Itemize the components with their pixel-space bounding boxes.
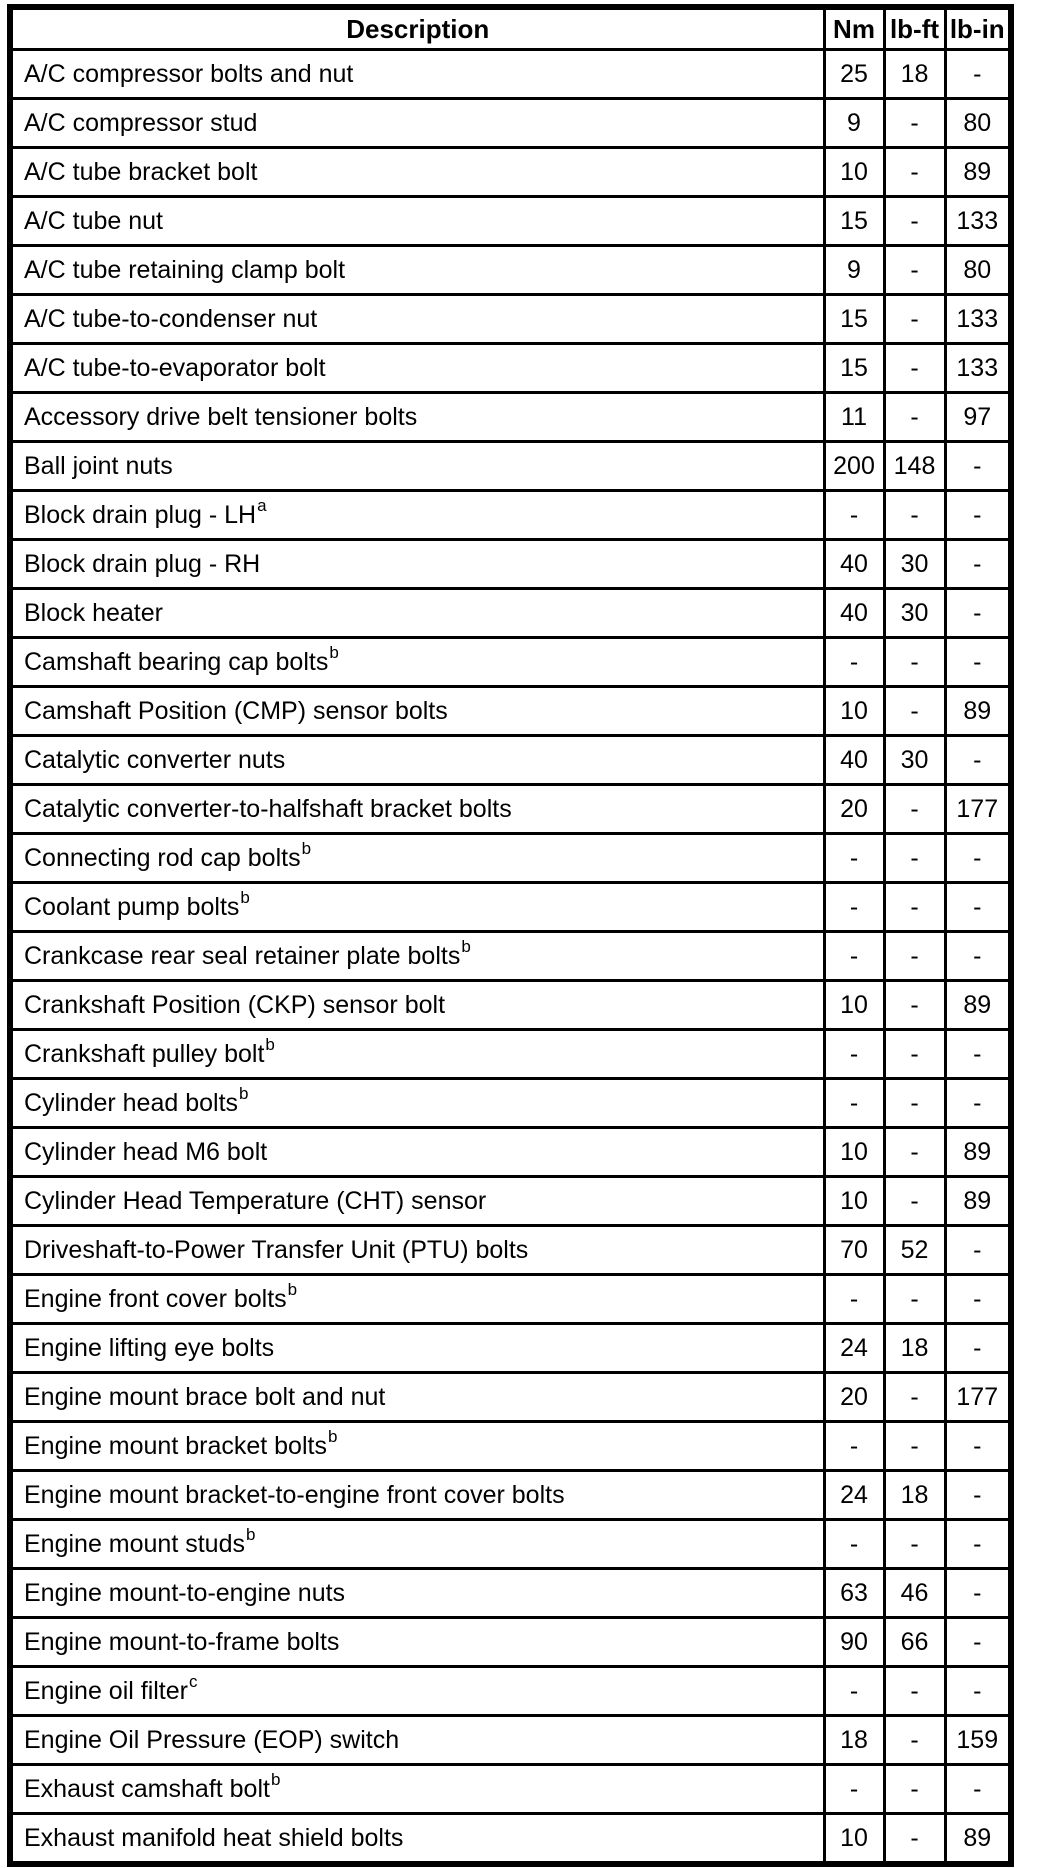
- lb-in-cell: -: [945, 1079, 1011, 1128]
- header-nm: Nm: [824, 7, 884, 50]
- lb-ft-cell: -: [884, 1520, 945, 1569]
- lb-in-cell: 133: [945, 344, 1011, 393]
- lb-in-cell: -: [945, 1275, 1011, 1324]
- table-row: [10, 883, 1011, 932]
- table-row: [10, 197, 1011, 246]
- description-text: Exhaust manifold heat shield bolts: [24, 1823, 404, 1852]
- description-text: Exhaust camshaft bolt: [24, 1774, 270, 1803]
- description-cell: [10, 393, 824, 442]
- lb-ft-cell: -: [884, 1079, 945, 1128]
- header-row: [10, 7, 1011, 50]
- table-row: [10, 1569, 1011, 1618]
- description-text: Ball joint nuts: [24, 451, 173, 480]
- lb-ft-cell: -: [884, 687, 945, 736]
- nm-cell: 9: [824, 246, 884, 295]
- lb-ft-cell: -: [884, 197, 945, 246]
- lb-in-cell: -: [945, 1324, 1011, 1373]
- description-text: Cylinder head M6 bolt: [24, 1137, 268, 1166]
- lb-in-cell: -: [945, 491, 1011, 540]
- description-text: Coolant pump bolts: [24, 892, 240, 921]
- lb-in-cell: -: [945, 540, 1011, 589]
- torque-specifications-table: [7, 4, 1014, 1867]
- lb-in-cell: -: [945, 883, 1011, 932]
- description-cell: [10, 687, 824, 736]
- description-cell: [10, 491, 824, 540]
- nm-cell: -: [824, 491, 884, 540]
- header-description: Description: [10, 7, 824, 50]
- lb-ft-cell: -: [884, 1128, 945, 1177]
- description-cell: [10, 638, 824, 687]
- description-text: A/C tube retaining clamp bolt: [24, 255, 346, 284]
- lb-in-cell: 89: [945, 148, 1011, 197]
- table-row: [10, 540, 1011, 589]
- description-text: Engine mount brace bolt and nut: [24, 1382, 386, 1411]
- lb-ft-cell: -: [884, 1667, 945, 1716]
- nm-cell: -: [824, 883, 884, 932]
- nm-cell: 40: [824, 736, 884, 785]
- nm-cell: 24: [824, 1471, 884, 1520]
- description-cell: [10, 1373, 824, 1422]
- description-cell: [10, 1128, 824, 1177]
- description-text: Block heater: [24, 598, 163, 627]
- lb-ft-cell: 18: [884, 50, 945, 99]
- footnote-marker: b: [327, 1427, 338, 1447]
- table-body: [10, 50, 1011, 1865]
- lb-ft-cell: 18: [884, 1471, 945, 1520]
- description-cell: [10, 50, 824, 99]
- footnote-marker: b: [287, 1280, 298, 1300]
- table-row: [10, 246, 1011, 295]
- nm-cell: 15: [824, 344, 884, 393]
- description-cell: [10, 785, 824, 834]
- description-cell: [10, 1079, 824, 1128]
- description-text: Engine mount-to-frame bolts: [24, 1627, 340, 1656]
- description-text: Camshaft Position (CMP) sensor bolts: [24, 696, 448, 725]
- lb-in-cell: 89: [945, 687, 1011, 736]
- nm-cell: -: [824, 638, 884, 687]
- table-row: [10, 589, 1011, 638]
- lb-ft-cell: 30: [884, 540, 945, 589]
- lb-ft-cell: -: [884, 1373, 945, 1422]
- description-text: Engine Oil Pressure (EOP) switch: [24, 1725, 400, 1754]
- description-text: Engine lifting eye bolts: [24, 1333, 275, 1362]
- nm-cell: 40: [824, 589, 884, 638]
- description-text: A/C compressor bolts and nut: [24, 59, 354, 88]
- description-text: Connecting rod cap bolts: [24, 843, 301, 872]
- lb-ft-cell: -: [884, 344, 945, 393]
- lb-in-cell: 97: [945, 393, 1011, 442]
- footnote-marker: c: [188, 1672, 198, 1692]
- footnote-marker: b: [239, 1084, 249, 1104]
- nm-cell: 18: [824, 1716, 884, 1765]
- description-text: A/C tube-to-evaporator bolt: [24, 353, 326, 382]
- description-text: Engine oil filter: [24, 1676, 188, 1705]
- table-row: [10, 1128, 1011, 1177]
- lb-ft-cell: -: [884, 638, 945, 687]
- lb-ft-cell: -: [884, 1422, 945, 1471]
- table-row: [10, 981, 1011, 1030]
- table-row: [10, 1765, 1011, 1814]
- lb-in-cell: -: [945, 1667, 1011, 1716]
- description-cell: [10, 1177, 824, 1226]
- nm-cell: -: [824, 1667, 884, 1716]
- description-cell: [10, 1275, 824, 1324]
- lb-in-cell: -: [945, 1520, 1011, 1569]
- description-cell: [10, 1569, 824, 1618]
- description-cell: [10, 932, 824, 981]
- lb-in-cell: -: [945, 1765, 1011, 1814]
- description-text: A/C tube nut: [24, 206, 163, 235]
- table-row: [10, 1618, 1011, 1667]
- lb-in-cell: -: [945, 1422, 1011, 1471]
- table-row: [10, 1226, 1011, 1275]
- nm-cell: 25: [824, 50, 884, 99]
- nm-cell: 90: [824, 1618, 884, 1667]
- nm-cell: -: [824, 1030, 884, 1079]
- table-row: [10, 442, 1011, 491]
- description-text: Block drain plug - RH: [24, 549, 261, 578]
- description-cell: [10, 1618, 824, 1667]
- lb-ft-cell: -: [884, 785, 945, 834]
- nm-cell: -: [824, 1422, 884, 1471]
- lb-in-cell: -: [945, 1569, 1011, 1618]
- lb-ft-cell: 30: [884, 589, 945, 638]
- description-text: Driveshaft-to-Power Transfer Unit (PTU) bolts: [24, 1235, 529, 1264]
- lb-ft-cell: -: [884, 883, 945, 932]
- lb-in-cell: -: [945, 1618, 1011, 1667]
- lb-ft-cell: -: [884, 246, 945, 295]
- header-lb-ft: lb-ft: [884, 7, 945, 50]
- table-row: [10, 1814, 1011, 1865]
- description-cell: [10, 589, 824, 638]
- description-cell: [10, 1226, 824, 1275]
- table-row: [10, 1030, 1011, 1079]
- description-text: Engine mount studs: [24, 1529, 245, 1558]
- table-row: [10, 834, 1011, 883]
- table-row: [10, 50, 1011, 99]
- lb-ft-cell: -: [884, 1177, 945, 1226]
- nm-cell: 15: [824, 197, 884, 246]
- nm-cell: 20: [824, 1373, 884, 1422]
- description-cell: [10, 1471, 824, 1520]
- lb-in-cell: -: [945, 834, 1011, 883]
- nm-cell: 10: [824, 981, 884, 1030]
- lb-ft-cell: -: [884, 932, 945, 981]
- lb-in-cell: -: [945, 442, 1011, 491]
- table-row: [10, 932, 1011, 981]
- lb-ft-cell: 30: [884, 736, 945, 785]
- lb-ft-cell: -: [884, 1765, 945, 1814]
- description-cell: [10, 442, 824, 491]
- nm-cell: 10: [824, 687, 884, 736]
- description-text: Engine mount bracket bolts: [24, 1431, 327, 1460]
- description-text: Camshaft bearing cap bolts: [24, 647, 329, 676]
- footnote-marker: b: [245, 1525, 256, 1545]
- lb-in-cell: 177: [945, 1373, 1011, 1422]
- lb-ft-cell: -: [884, 99, 945, 148]
- lb-in-cell: 89: [945, 981, 1011, 1030]
- table-row: [10, 1275, 1011, 1324]
- lb-in-cell: 159: [945, 1716, 1011, 1765]
- lb-ft-cell: -: [884, 491, 945, 540]
- table-row: [10, 1079, 1011, 1128]
- description-cell: [10, 834, 824, 883]
- lb-in-cell: 89: [945, 1814, 1011, 1865]
- nm-cell: 24: [824, 1324, 884, 1373]
- description-cell: [10, 99, 824, 148]
- description-text: Engine mount-to-engine nuts: [24, 1578, 346, 1607]
- lb-in-cell: -: [945, 638, 1011, 687]
- table-row: [10, 687, 1011, 736]
- nm-cell: 40: [824, 540, 884, 589]
- lb-in-cell: -: [945, 50, 1011, 99]
- lb-in-cell: -: [945, 589, 1011, 638]
- nm-cell: 70: [824, 1226, 884, 1275]
- description-text: Crankshaft Position (CKP) sensor bolt: [24, 990, 446, 1019]
- footnote-marker: b: [461, 937, 471, 957]
- nm-cell: 10: [824, 1177, 884, 1226]
- table-row: [10, 1716, 1011, 1765]
- header-lb-in: lb-in: [945, 7, 1011, 50]
- nm-cell: -: [824, 1275, 884, 1324]
- description-text: Catalytic converter-to-halfshaft bracket bolts: [24, 794, 512, 823]
- nm-cell: -: [824, 1765, 884, 1814]
- nm-cell: -: [824, 932, 884, 981]
- table-row: [10, 1177, 1011, 1226]
- footnote-marker: b: [265, 1035, 275, 1055]
- description-text: Crankcase rear seal retainer plate bolts: [24, 941, 461, 970]
- description-cell: [10, 1716, 824, 1765]
- description-text: Cylinder head bolts: [24, 1088, 239, 1117]
- lb-ft-cell: -: [884, 981, 945, 1030]
- footnote-marker: b: [270, 1770, 281, 1790]
- table-row: [10, 1667, 1011, 1716]
- lb-ft-cell: 52: [884, 1226, 945, 1275]
- nm-cell: 10: [824, 148, 884, 197]
- description-cell: [10, 197, 824, 246]
- description-cell: [10, 344, 824, 393]
- description-text: A/C compressor stud: [24, 108, 258, 137]
- nm-cell: -: [824, 834, 884, 883]
- nm-cell: 11: [824, 393, 884, 442]
- table-row: [10, 491, 1011, 540]
- nm-cell: 63: [824, 1569, 884, 1618]
- table-row: [10, 785, 1011, 834]
- description-cell: [10, 1422, 824, 1471]
- nm-cell: 200: [824, 442, 884, 491]
- nm-cell: 20: [824, 785, 884, 834]
- lb-ft-cell: -: [884, 1275, 945, 1324]
- description-cell: [10, 295, 824, 344]
- lb-ft-cell: 148: [884, 442, 945, 491]
- table-row: [10, 393, 1011, 442]
- description-text: Accessory drive belt tensioner bolts: [24, 402, 418, 431]
- footnote-marker: a: [257, 496, 267, 516]
- lb-ft-cell: 46: [884, 1569, 945, 1618]
- lb-ft-cell: 18: [884, 1324, 945, 1373]
- lb-in-cell: -: [945, 1471, 1011, 1520]
- lb-in-cell: 133: [945, 295, 1011, 344]
- lb-ft-cell: -: [884, 1030, 945, 1079]
- table-row: [10, 148, 1011, 197]
- footnote-marker: b: [240, 888, 250, 908]
- nm-cell: 9: [824, 99, 884, 148]
- description-text: Catalytic converter nuts: [24, 745, 286, 774]
- lb-ft-cell: -: [884, 834, 945, 883]
- table-row: [10, 344, 1011, 393]
- table-row: [10, 99, 1011, 148]
- nm-cell: 15: [824, 295, 884, 344]
- description-cell: [10, 1814, 824, 1865]
- description-cell: [10, 883, 824, 932]
- description-text: A/C tube-to-condenser nut: [24, 304, 318, 333]
- lb-ft-cell: -: [884, 393, 945, 442]
- table-row: [10, 1520, 1011, 1569]
- description-cell: [10, 981, 824, 1030]
- description-text: A/C tube bracket bolt: [24, 157, 258, 186]
- lb-in-cell: 133: [945, 197, 1011, 246]
- description-text: Engine mount bracket-to-engine front cover bolts: [24, 1480, 565, 1509]
- lb-in-cell: 89: [945, 1128, 1011, 1177]
- nm-cell: 10: [824, 1814, 884, 1865]
- description-cell: [10, 246, 824, 295]
- description-cell: [10, 1765, 824, 1814]
- lb-in-cell: 80: [945, 246, 1011, 295]
- description-cell: [10, 1520, 824, 1569]
- nm-cell: -: [824, 1079, 884, 1128]
- lb-in-cell: -: [945, 736, 1011, 785]
- nm-cell: -: [824, 1520, 884, 1569]
- lb-ft-cell: 66: [884, 1618, 945, 1667]
- description-cell: [10, 736, 824, 785]
- lb-in-cell: -: [945, 1030, 1011, 1079]
- lb-in-cell: -: [945, 1226, 1011, 1275]
- lb-in-cell: 89: [945, 1177, 1011, 1226]
- lb-in-cell: 177: [945, 785, 1011, 834]
- table-row: [10, 638, 1011, 687]
- description-text: Engine front cover bolts: [24, 1284, 287, 1313]
- table-row: [10, 1324, 1011, 1373]
- footnote-marker: b: [329, 643, 339, 663]
- description-cell: [10, 148, 824, 197]
- table-row: [10, 1422, 1011, 1471]
- lb-ft-cell: -: [884, 1716, 945, 1765]
- description-cell: [10, 540, 824, 589]
- description-cell: [10, 1667, 824, 1716]
- nm-cell: 10: [824, 1128, 884, 1177]
- lb-in-cell: -: [945, 932, 1011, 981]
- table-row: [10, 1471, 1011, 1520]
- table-row: [10, 736, 1011, 785]
- description-cell: [10, 1324, 824, 1373]
- lb-ft-cell: -: [884, 295, 945, 344]
- table-row: [10, 295, 1011, 344]
- lb-ft-cell: -: [884, 1814, 945, 1865]
- lb-ft-cell: -: [884, 148, 945, 197]
- lb-in-cell: 80: [945, 99, 1011, 148]
- footnote-marker: b: [301, 839, 312, 859]
- description-text: Cylinder Head Temperature (CHT) sensor: [24, 1186, 487, 1215]
- table-row: [10, 1373, 1011, 1422]
- description-text: Crankshaft pulley bolt: [24, 1039, 265, 1068]
- description-text: Block drain plug - LH: [24, 500, 257, 529]
- description-cell: [10, 1030, 824, 1079]
